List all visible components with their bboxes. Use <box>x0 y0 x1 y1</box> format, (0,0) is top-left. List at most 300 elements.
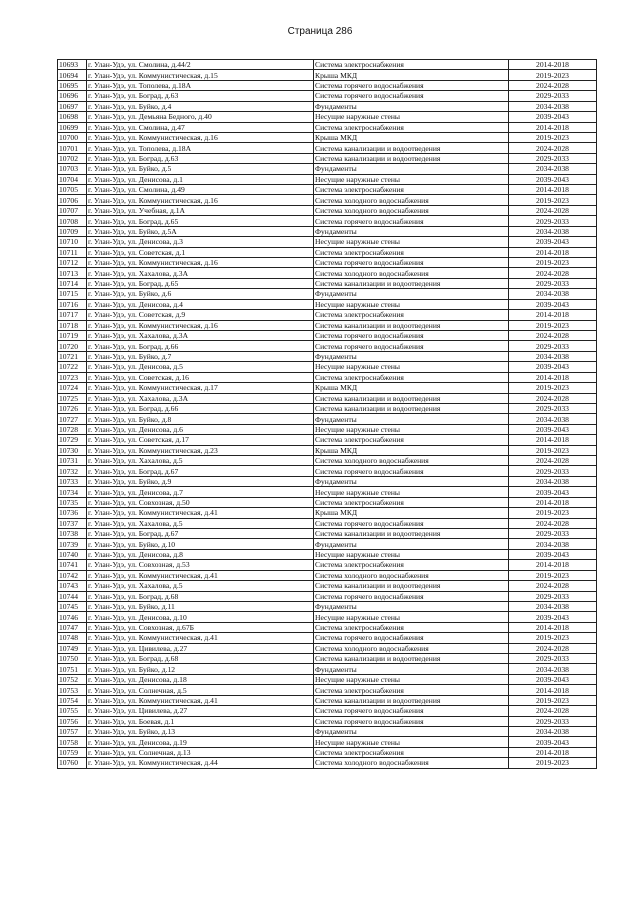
address-cell: г. Улан-Удэ, ул. Буйко, д.13 <box>87 727 314 737</box>
row-number: 10746 <box>58 612 87 622</box>
row-number: 10699 <box>58 122 87 132</box>
table-row <box>58 654 597 664</box>
table-row <box>58 456 597 466</box>
table-row <box>58 560 597 570</box>
system-cell: Система горячего водоснабжения <box>314 706 509 716</box>
row-number: 10714 <box>58 278 87 288</box>
table-row <box>58 737 597 747</box>
period-cell: 2019-2023 <box>509 383 597 393</box>
address-cell: г. Улан-Удэ, ул. Коммунистическая, д.41 <box>87 508 314 518</box>
system-cell: Фундаменты <box>314 414 509 424</box>
address-cell: г. Улан-Удэ, ул. Коммунистическая, д.16 <box>87 258 314 268</box>
system-cell: Несущие наружные стены <box>314 237 509 247</box>
table-row <box>58 758 597 768</box>
period-cell: 2014-2018 <box>509 497 597 507</box>
row-number: 10742 <box>58 570 87 580</box>
system-cell: Система электроснабжения <box>314 247 509 257</box>
table-row <box>58 330 597 340</box>
row-number: 10721 <box>58 351 87 361</box>
table-row <box>58 664 597 674</box>
period-cell: 2014-2018 <box>509 685 597 695</box>
table-row <box>58 643 597 653</box>
address-cell: г. Улан-Удэ, ул. Денисова, д.3 <box>87 237 314 247</box>
row-number: 10733 <box>58 476 87 486</box>
address-cell: г. Улан-Удэ, ул. Солнечная, д.5 <box>87 685 314 695</box>
table-row <box>58 174 597 184</box>
address-cell: г. Улан-Удэ, ул. Буйко, д.9 <box>87 476 314 486</box>
table-row <box>58 539 597 549</box>
row-number: 10726 <box>58 403 87 413</box>
address-cell: г. Улан-Удэ, ул. Буйко, д.8 <box>87 414 314 424</box>
row-number: 10701 <box>58 143 87 153</box>
table-row <box>58 372 597 382</box>
system-cell: Система горячего водоснабжения <box>314 91 509 101</box>
period-cell: 2019-2023 <box>509 132 597 142</box>
address-cell: г. Улан-Удэ, ул. Буйко, д.11 <box>87 601 314 611</box>
row-number: 10743 <box>58 581 87 591</box>
address-cell: г. Улан-Удэ, ул. Коммунистическая, д.23 <box>87 445 314 455</box>
row-number: 10736 <box>58 508 87 518</box>
address-cell: г. Улан-Удэ, ул. Хахалова, д.3А <box>87 268 314 278</box>
row-number: 10734 <box>58 487 87 497</box>
system-cell: Система электроснабжения <box>314 310 509 320</box>
period-cell: 2029-2033 <box>509 654 597 664</box>
system-cell: Система канализации и водоотведения <box>314 528 509 538</box>
row-number: 10753 <box>58 685 87 695</box>
system-cell: Система канализации и водоотведения <box>314 278 509 288</box>
period-cell: 2039-2043 <box>509 424 597 434</box>
address-cell: г. Улан-Удэ, ул. Смолина, д.49 <box>87 185 314 195</box>
address-cell: г. Улан-Удэ, ул. Тополева, д.18А <box>87 80 314 90</box>
period-cell: 2029-2033 <box>509 716 597 726</box>
address-cell: г. Улан-Удэ, ул. Денисова, д.5 <box>87 362 314 372</box>
table-row <box>58 289 597 299</box>
address-cell: г. Улан-Удэ, ул. Буйко, д.5 <box>87 164 314 174</box>
data-table <box>57 59 597 769</box>
table-row <box>58 80 597 90</box>
address-cell: г. Улан-Удэ, ул. Буйко, д.12 <box>87 664 314 674</box>
row-number: 10724 <box>58 383 87 393</box>
address-cell: г. Улан-Удэ, ул. Боград, д.66 <box>87 403 314 413</box>
address-cell: г. Улан-Удэ, ул. Боград, д.65 <box>87 216 314 226</box>
row-number: 10731 <box>58 456 87 466</box>
system-cell: Система электроснабжения <box>314 122 509 132</box>
address-cell: г. Улан-Удэ, ул. Боград, д.68 <box>87 654 314 664</box>
row-number: 10706 <box>58 195 87 205</box>
address-cell: г. Улан-Удэ, ул. Хахалова, д.5 <box>87 456 314 466</box>
address-cell: г. Улан-Удэ, ул. Советская, д.1 <box>87 247 314 257</box>
table-row <box>58 591 597 601</box>
row-number: 10697 <box>58 101 87 111</box>
address-cell: г. Улан-Удэ, ул. Боград, д.63 <box>87 153 314 163</box>
row-number: 10720 <box>58 341 87 351</box>
table-row <box>58 362 597 372</box>
table-row <box>58 403 597 413</box>
table-row <box>58 237 597 247</box>
system-cell: Система электроснабжения <box>314 560 509 570</box>
period-cell: 2039-2043 <box>509 299 597 309</box>
period-cell: 2039-2043 <box>509 174 597 184</box>
table-row <box>58 435 597 445</box>
period-cell: 2034-2038 <box>509 727 597 737</box>
table-row <box>58 258 597 268</box>
system-cell: Фундаменты <box>314 289 509 299</box>
period-cell: 2039-2043 <box>509 612 597 622</box>
address-cell: г. Улан-Удэ, ул. Смолина, д.47 <box>87 122 314 132</box>
system-cell: Система электроснабжения <box>314 622 509 632</box>
table-row <box>58 508 597 518</box>
period-cell: 2029-2033 <box>509 278 597 288</box>
row-number: 10744 <box>58 591 87 601</box>
period-cell: 2029-2033 <box>509 591 597 601</box>
address-cell: г. Улан-Удэ, ул. Коммунистическая, д.41 <box>87 633 314 643</box>
system-cell: Система электроснабжения <box>314 435 509 445</box>
row-number: 10730 <box>58 445 87 455</box>
address-cell: г. Улан-Удэ, ул. Денисова, д.10 <box>87 612 314 622</box>
period-cell: 2029-2033 <box>509 466 597 476</box>
row-number: 10758 <box>58 737 87 747</box>
row-number: 10729 <box>58 435 87 445</box>
period-cell: 2019-2023 <box>509 195 597 205</box>
table-row <box>58 716 597 726</box>
table-row <box>58 549 597 559</box>
row-number: 10722 <box>58 362 87 372</box>
period-cell: 2014-2018 <box>509 372 597 382</box>
page-title: Страница 286 <box>287 26 353 37</box>
system-cell: Система горячего водоснабжения <box>314 341 509 351</box>
period-cell: 2039-2043 <box>509 237 597 247</box>
system-cell: Несущие наружные стены <box>314 674 509 684</box>
row-number: 10711 <box>58 247 87 257</box>
system-cell: Система канализации и водоотведения <box>314 581 509 591</box>
address-cell: г. Улан-Удэ, ул. Коммунистическая, д.17 <box>87 383 314 393</box>
address-cell: г. Улан-Удэ, ул. Коммунистическая, д.16 <box>87 195 314 205</box>
row-number: 10728 <box>58 424 87 434</box>
system-cell: Система холодного водоснабжения <box>314 268 509 278</box>
table-row <box>58 320 597 330</box>
period-cell: 2039-2043 <box>509 112 597 122</box>
table-row <box>58 633 597 643</box>
period-cell: 2029-2033 <box>509 153 597 163</box>
row-number: 10732 <box>58 466 87 476</box>
table-row <box>58 205 597 215</box>
table-row <box>58 299 597 309</box>
period-cell: 2024-2028 <box>509 205 597 215</box>
address-cell: г. Улан-Удэ, ул. Коммунистическая, д.16 <box>87 320 314 330</box>
period-cell: 2034-2038 <box>509 164 597 174</box>
period-cell: 2034-2038 <box>509 601 597 611</box>
period-cell: 2024-2028 <box>509 80 597 90</box>
period-cell: 2039-2043 <box>509 487 597 497</box>
row-number: 10745 <box>58 601 87 611</box>
row-number: 10759 <box>58 747 87 757</box>
period-cell: 2024-2028 <box>509 518 597 528</box>
system-cell: Система горячего водоснабжения <box>314 633 509 643</box>
address-cell: г. Улан-Удэ, ул. Демьяна Бедного, д.40 <box>87 112 314 122</box>
table-row <box>58 351 597 361</box>
address-cell: г. Улан-Удэ, ул. Боград, д.67 <box>87 528 314 538</box>
system-cell: Система канализации и водоотведения <box>314 153 509 163</box>
table-row <box>58 487 597 497</box>
period-cell: 2024-2028 <box>509 581 597 591</box>
system-cell: Система канализации и водоотведения <box>314 403 509 413</box>
address-cell: г. Улан-Удэ, ул. Коммунистическая, д.15 <box>87 70 314 80</box>
address-cell: г. Улан-Удэ, ул. Боград, д.68 <box>87 591 314 601</box>
system-cell: Система холодного водоснабжения <box>314 456 509 466</box>
table-row <box>58 310 597 320</box>
system-cell: Система горячего водоснабжения <box>314 466 509 476</box>
system-cell: Фундаменты <box>314 101 509 111</box>
period-cell: 2029-2033 <box>509 216 597 226</box>
row-number: 10693 <box>58 60 87 70</box>
period-cell: 2039-2043 <box>509 549 597 559</box>
row-number: 10700 <box>58 132 87 142</box>
system-cell: Фундаменты <box>314 664 509 674</box>
system-cell: Система канализации и водоотведения <box>314 695 509 705</box>
row-number: 10694 <box>58 70 87 80</box>
system-cell: Система канализации и водоотведения <box>314 143 509 153</box>
table-row <box>58 601 597 611</box>
system-cell: Система канализации и водоотведения <box>314 654 509 664</box>
period-cell: 2019-2023 <box>509 758 597 768</box>
period-cell: 2039-2043 <box>509 737 597 747</box>
row-number: 10739 <box>58 539 87 549</box>
period-cell: 2034-2038 <box>509 664 597 674</box>
address-cell: г. Улан-Удэ, ул. Учебная, д.1А <box>87 205 314 215</box>
period-cell: 2014-2018 <box>509 310 597 320</box>
table-row <box>58 60 597 70</box>
system-cell: Система канализации и водоотведения <box>314 320 509 330</box>
period-cell: 2024-2028 <box>509 706 597 716</box>
row-number: 10698 <box>58 112 87 122</box>
table-row <box>58 581 597 591</box>
period-cell: 2019-2023 <box>509 570 597 580</box>
table-row <box>58 278 597 288</box>
system-cell: Несущие наружные стены <box>314 487 509 497</box>
row-number: 10727 <box>58 414 87 424</box>
row-number: 10737 <box>58 518 87 528</box>
table-row <box>58 143 597 153</box>
period-cell: 2014-2018 <box>509 747 597 757</box>
address-cell: г. Улан-Удэ, ул. Цивилева, д.27 <box>87 643 314 653</box>
system-cell: Несущие наружные стены <box>314 549 509 559</box>
row-number: 10755 <box>58 706 87 716</box>
system-cell: Система холодного водоснабжения <box>314 643 509 653</box>
period-cell: 2014-2018 <box>509 60 597 70</box>
system-cell: Несущие наружные стены <box>314 362 509 372</box>
table-row <box>58 247 597 257</box>
system-cell: Система электроснабжения <box>314 60 509 70</box>
address-cell: г. Улан-Удэ, ул. Денисова, д.4 <box>87 299 314 309</box>
table-row <box>58 497 597 507</box>
address-cell: г. Улан-Удэ, ул. Советская, д.16 <box>87 372 314 382</box>
system-cell: Система холодного водоснабжения <box>314 758 509 768</box>
address-cell: г. Улан-Удэ, ул. Хахалова, д.5 <box>87 518 314 528</box>
period-cell: 2014-2018 <box>509 560 597 570</box>
system-cell: Система электроснабжения <box>314 372 509 382</box>
period-cell: 2039-2043 <box>509 674 597 684</box>
table-row <box>58 122 597 132</box>
address-cell: г. Улан-Удэ, ул. Буйко, д.4 <box>87 101 314 111</box>
row-number: 10760 <box>58 758 87 768</box>
row-number: 10702 <box>58 153 87 163</box>
row-number: 10718 <box>58 320 87 330</box>
system-cell: Крыша МКД <box>314 508 509 518</box>
system-cell: Фундаменты <box>314 226 509 236</box>
address-cell: г. Улан-Удэ, ул. Буйко, д.6 <box>87 289 314 299</box>
address-cell: г. Улан-Удэ, ул. Денисова, д.1 <box>87 174 314 184</box>
table-body <box>58 60 597 769</box>
period-cell: 2024-2028 <box>509 393 597 403</box>
period-cell: 2019-2023 <box>509 633 597 643</box>
table-row <box>58 706 597 716</box>
period-cell: 2024-2028 <box>509 643 597 653</box>
period-cell: 2024-2028 <box>509 330 597 340</box>
address-cell: г. Улан-Удэ, ул. Цивилева, д.27 <box>87 706 314 716</box>
table-row <box>58 153 597 163</box>
period-cell: 2029-2033 <box>509 341 597 351</box>
row-number: 10709 <box>58 226 87 236</box>
system-cell: Система электроснабжения <box>314 185 509 195</box>
address-cell: г. Улан-Удэ, ул. Хахалова, д.3А <box>87 393 314 403</box>
table-row <box>58 674 597 684</box>
period-cell: 2019-2023 <box>509 70 597 80</box>
address-cell: г. Улан-Удэ, ул. Денисова, д.18 <box>87 674 314 684</box>
table-row <box>58 466 597 476</box>
period-cell: 2024-2028 <box>509 268 597 278</box>
row-number: 10751 <box>58 664 87 674</box>
address-cell: г. Улан-Удэ, ул. Советская, д.17 <box>87 435 314 445</box>
address-cell: г. Улан-Удэ, ул. Боевая, д.1 <box>87 716 314 726</box>
system-cell: Фундаменты <box>314 539 509 549</box>
row-number: 10749 <box>58 643 87 653</box>
row-number: 10710 <box>58 237 87 247</box>
system-cell: Система горячего водоснабжения <box>314 591 509 601</box>
period-cell: 2024-2028 <box>509 456 597 466</box>
address-cell: г. Улан-Удэ, ул. Буйко, д.5А <box>87 226 314 236</box>
system-cell: Несущие наружные стены <box>314 174 509 184</box>
system-cell: Система горячего водоснабжения <box>314 216 509 226</box>
table-row <box>58 747 597 757</box>
row-number: 10712 <box>58 258 87 268</box>
table-row <box>58 132 597 142</box>
system-cell: Система электроснабжения <box>314 497 509 507</box>
period-cell: 2034-2038 <box>509 226 597 236</box>
period-cell: 2034-2038 <box>509 101 597 111</box>
period-cell: 2034-2038 <box>509 289 597 299</box>
row-number: 10703 <box>58 164 87 174</box>
period-cell: 2029-2033 <box>509 403 597 413</box>
system-cell: Крыша МКД <box>314 383 509 393</box>
address-cell: г. Улан-Удэ, ул. Смолина, д.44/2 <box>87 60 314 70</box>
address-cell: г. Улан-Удэ, ул. Буйко, д.10 <box>87 539 314 549</box>
row-number: 10725 <box>58 393 87 403</box>
period-cell: 2039-2043 <box>509 362 597 372</box>
period-cell: 2034-2038 <box>509 476 597 486</box>
system-cell: Крыша МКД <box>314 445 509 455</box>
address-cell: г. Улан-Удэ, ул. Боград, д.66 <box>87 341 314 351</box>
period-cell: 2019-2023 <box>509 695 597 705</box>
address-cell: г. Улан-Удэ, ул. Денисова, д.8 <box>87 549 314 559</box>
address-cell: г. Улан-Удэ, ул. Солнечная, д.13 <box>87 747 314 757</box>
row-number: 10705 <box>58 185 87 195</box>
system-cell: Несущие наружные стены <box>314 737 509 747</box>
system-cell: Несущие наружные стены <box>314 299 509 309</box>
address-cell: г. Улан-Удэ, ул. Денисова, д.6 <box>87 424 314 434</box>
table-row <box>58 612 597 622</box>
period-cell: 2014-2018 <box>509 435 597 445</box>
row-number: 10708 <box>58 216 87 226</box>
table-row <box>58 518 597 528</box>
table-row <box>58 185 597 195</box>
table-row <box>58 101 597 111</box>
system-cell: Система горячего водоснабжения <box>314 518 509 528</box>
table-row <box>58 70 597 80</box>
table-row <box>58 445 597 455</box>
row-number: 10754 <box>58 695 87 705</box>
system-cell: Система канализации и водоотведения <box>314 393 509 403</box>
table-row <box>58 91 597 101</box>
row-number: 10716 <box>58 299 87 309</box>
period-cell: 2019-2023 <box>509 320 597 330</box>
row-number: 10713 <box>58 268 87 278</box>
period-cell: 2034-2038 <box>509 351 597 361</box>
address-cell: г. Улан-Удэ, ул. Боград, д.63 <box>87 91 314 101</box>
row-number: 10752 <box>58 674 87 684</box>
system-cell: Система холодного водоснабжения <box>314 195 509 205</box>
period-cell: 2014-2018 <box>509 247 597 257</box>
address-cell: г. Улан-Удэ, ул. Совхозная, д.67Б <box>87 622 314 632</box>
system-cell: Система горячего водоснабжения <box>314 330 509 340</box>
address-cell: г. Улан-Удэ, ул. Денисова, д.19 <box>87 737 314 747</box>
row-number: 10723 <box>58 372 87 382</box>
table-row <box>58 727 597 737</box>
row-number: 10741 <box>58 560 87 570</box>
system-cell: Фундаменты <box>314 351 509 361</box>
row-number: 10757 <box>58 727 87 737</box>
address-cell: г. Улан-Удэ, ул. Коммунистическая, д.16 <box>87 132 314 142</box>
address-cell: г. Улан-Удэ, ул. Коммунистическая, д.41 <box>87 695 314 705</box>
address-cell: г. Улан-Удэ, ул. Буйко, д.7 <box>87 351 314 361</box>
table-row <box>58 424 597 434</box>
system-cell: Система электроснабжения <box>314 685 509 695</box>
address-cell: г. Улан-Удэ, ул. Тополева, д.18А <box>87 143 314 153</box>
table-row <box>58 393 597 403</box>
system-cell: Система горячего водоснабжения <box>314 258 509 268</box>
system-cell: Крыша МКД <box>314 70 509 80</box>
row-number: 10696 <box>58 91 87 101</box>
table-row <box>58 685 597 695</box>
period-cell: 2029-2033 <box>509 91 597 101</box>
table-row <box>58 383 597 393</box>
address-cell: г. Улан-Удэ, ул. Денисова, д.7 <box>87 487 314 497</box>
period-cell: 2014-2018 <box>509 122 597 132</box>
address-cell: г. Улан-Удэ, ул. Советская, д.9 <box>87 310 314 320</box>
row-number: 10747 <box>58 622 87 632</box>
system-cell: Фундаменты <box>314 727 509 737</box>
system-cell: Крыша МКД <box>314 132 509 142</box>
system-cell: Система холодного водоснабжения <box>314 570 509 580</box>
row-number: 10704 <box>58 174 87 184</box>
system-cell: Система электроснабжения <box>314 747 509 757</box>
row-number: 10750 <box>58 654 87 664</box>
table-row <box>58 695 597 705</box>
address-cell: г. Улан-Удэ, ул. Боград, д.65 <box>87 278 314 288</box>
period-cell: 2029-2033 <box>509 528 597 538</box>
row-number: 10738 <box>58 528 87 538</box>
table-row <box>58 414 597 424</box>
period-cell: 2014-2018 <box>509 185 597 195</box>
